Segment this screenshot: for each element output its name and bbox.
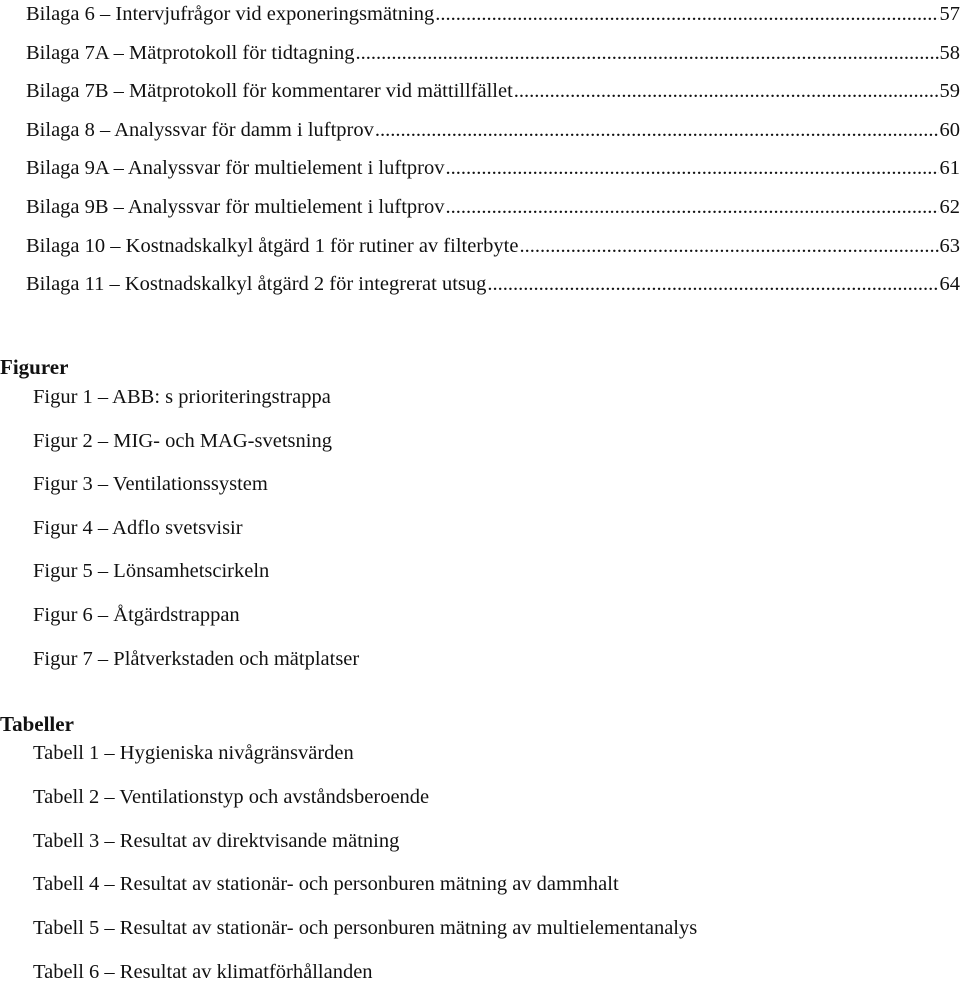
toc-entry-label: Bilaga 7B – Mätprotokoll för kommentarer vid mättillfället — [26, 77, 513, 105]
dot-leader — [445, 193, 938, 221]
toc-page-number: 64 — [940, 270, 960, 298]
toc-entry-label: Bilaga 6 – Intervjufrågor vid exponeringsmätning — [26, 0, 434, 28]
toc-entry[interactable] — [26, 39, 960, 78]
toc-entry-label: Bilaga 9B – Analyssvar för multielement i luftprov — [26, 193, 444, 221]
toc-page-number: 62 — [940, 193, 960, 221]
figure-entry[interactable]: Figur 5 – Lönsamhetscirkeln — [33, 557, 359, 601]
appendix-toc-list — [26, 0, 960, 309]
figure-entry[interactable]: Figur 4 – Adflo svetsvisir — [33, 514, 359, 558]
dot-leader — [435, 0, 938, 28]
toc-entry-label: Bilaga 8 – Analyssvar för damm i luftprov — [26, 116, 374, 144]
tables-list — [33, 739, 697, 1002]
figure-entry[interactable]: Figur 6 – Åtgärdstrappan — [33, 601, 359, 645]
dot-leader — [445, 154, 938, 182]
toc-entry[interactable] — [26, 154, 960, 193]
table-entry[interactable]: Tabell 2 – Ventilationstyp och avståndsberoende — [33, 783, 697, 827]
table-entry[interactable]: Tabell 3 – Resultat av direktvisande mätning — [33, 827, 697, 871]
toc-entry-label: Bilaga 11 – Kostnadskalkyl åtgärd 2 för integrerat utsug — [26, 270, 486, 298]
figure-entry[interactable]: Figur 2 – MIG- och MAG-svetsning — [33, 427, 359, 471]
toc-entry[interactable] — [26, 232, 960, 271]
toc-page-number: 63 — [940, 232, 960, 260]
table-entry[interactable]: Tabell 5 – Resultat av stationär- och personburen mätning av multielementanalys — [33, 914, 697, 958]
toc-entry-label: Bilaga 7A – Mätprotokoll för tidtagning — [26, 39, 355, 67]
toc-page-number: 61 — [940, 154, 960, 182]
toc-page-number: 58 — [940, 39, 960, 67]
toc-page-number: 60 — [940, 116, 960, 144]
figure-entry[interactable]: Figur 1 – ABB: s prioriteringstrappa — [33, 383, 359, 427]
toc-entry[interactable] — [26, 77, 960, 116]
figures-heading: Figurer — [0, 353, 68, 381]
figure-entry[interactable]: Figur 3 – Ventilationssystem — [33, 470, 359, 514]
table-entry[interactable]: Tabell 6 – Resultat av klimatförhållanden — [33, 958, 697, 1002]
toc-entry[interactable] — [26, 270, 960, 309]
toc-entry[interactable] — [26, 116, 960, 155]
tables-heading: Tabeller — [0, 710, 74, 738]
figures-list — [33, 383, 359, 688]
table-entry[interactable]: Tabell 1 – Hygieniska nivågränsvärden — [33, 739, 697, 783]
table-entry[interactable]: Tabell 4 – Resultat av stationär- och personburen mätning av dammhalt — [33, 870, 697, 914]
toc-entry-label: Bilaga 10 – Kostnadskalkyl åtgärd 1 för rutiner av filterbyte — [26, 232, 518, 260]
toc-entry-label: Bilaga 9A – Analyssvar för multielement i luftprov — [26, 154, 444, 182]
dot-leader — [356, 39, 939, 67]
dot-leader — [514, 77, 939, 105]
toc-page-number: 57 — [940, 0, 960, 28]
toc-entry[interactable] — [26, 0, 960, 39]
figure-entry[interactable]: Figur 7 – Plåtverkstaden och mätplatser — [33, 645, 359, 689]
toc-page-number: 59 — [940, 77, 960, 105]
dot-leader — [487, 270, 938, 298]
dot-leader — [519, 232, 938, 260]
toc-entry[interactable] — [26, 193, 960, 232]
dot-leader — [375, 116, 939, 144]
